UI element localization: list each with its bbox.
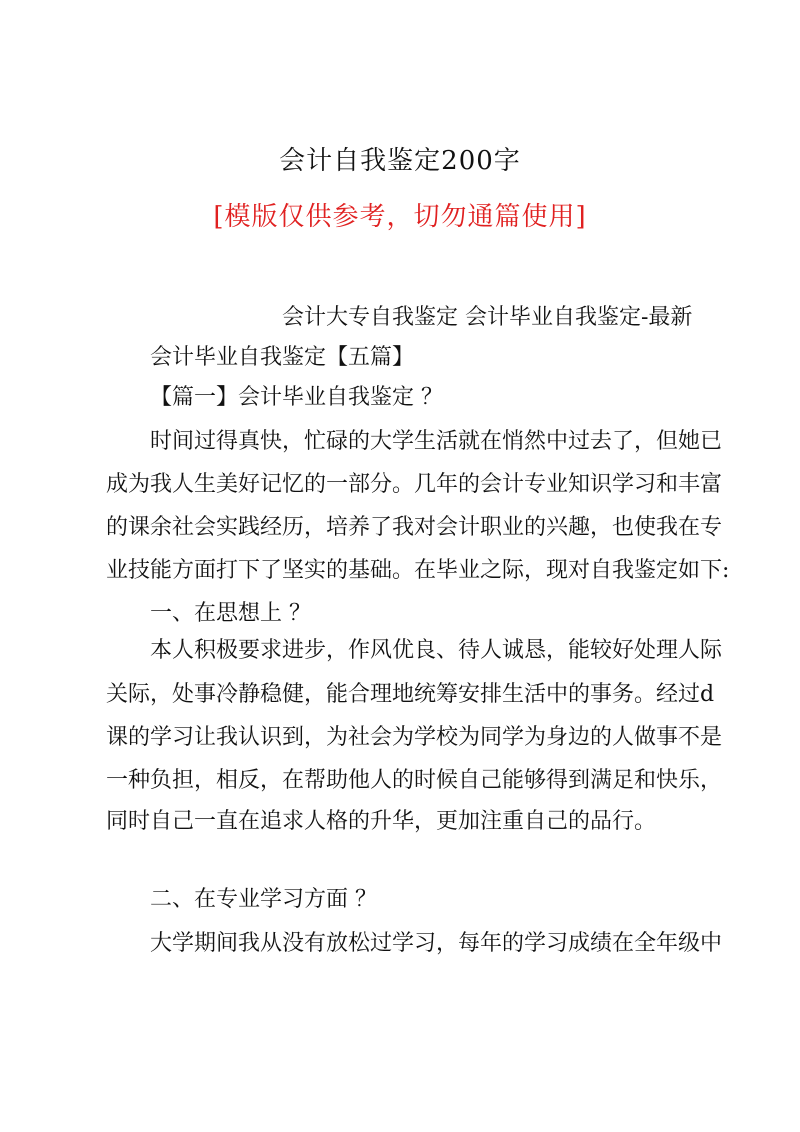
paragraph-line: 业技能方面打下了坚实的基础。在毕业之际，现对自我鉴定如下: — [106, 558, 730, 583]
paragraph-line: 大学期间我从没有放松过学习，每年的学习成绩在全年级中 — [150, 931, 723, 956]
paragraph-line: 成为我人生美好记忆的一部分。几年的会计专业知识学习和丰富 — [106, 472, 723, 497]
paragraph-line: 同时自己一直在追求人格的升华，更加注重自己的品行。 — [106, 809, 657, 834]
paragraph-line: 关际，处事冷静稳健，能合理地统筹安排生活中的事务。经过d — [106, 682, 715, 707]
section-heading: 【篇一】会计毕业自我鉴定 ？ — [150, 385, 443, 410]
paragraph-line: 课的学习让我认识到，为社会为学校为同学为身边的人做事不是 — [106, 725, 723, 750]
paragraph-line: 的课余社会实践经历，培养了我对会计职业的兴趣，也使我在专 — [106, 515, 723, 540]
document-title: 会计自我鉴定200字 — [279, 146, 521, 176]
template-notice: [模版仅供参考，切勿通篇使用] — [213, 202, 587, 232]
paragraph-line: 时间过得真快，忙碌的大学生活就在悄然中过去了，但她已 — [150, 429, 723, 454]
paragraph-line: 本人积极要求进步，作风优良、待人诚恳，能较好处理人际 — [150, 638, 723, 663]
subtitle-line: 会计大专自我鉴定 会计毕业自我鉴定-最新 — [282, 305, 693, 330]
section-heading: 一、在思想上 ？ — [150, 601, 311, 626]
section-heading: 二、在专业学习方面 ？ — [150, 887, 377, 912]
paragraph-line: 一种负担，相反，在帮助他人的时候自己能够得到满足和快乐， — [106, 768, 723, 793]
section-heading: 会计毕业自我鉴定【五篇】 — [150, 345, 415, 370]
